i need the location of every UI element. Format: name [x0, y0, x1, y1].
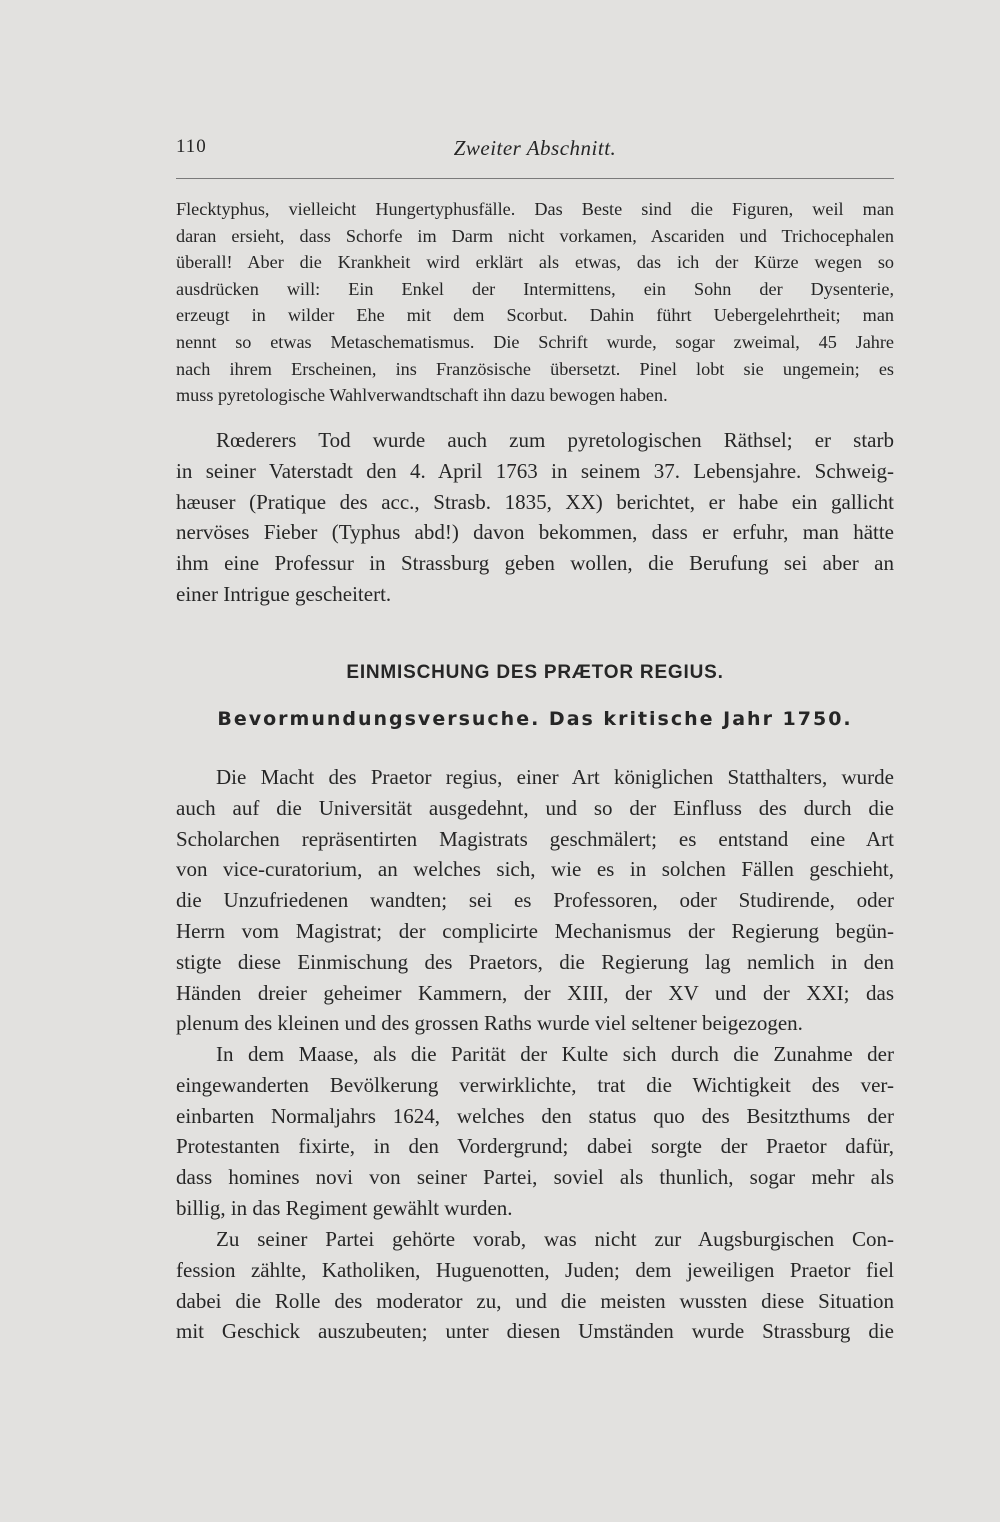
- text-line: hæuser (Pratique des acc., Strasb. 1835, XX) berichtet, er habe ein gallicht: [176, 489, 894, 514]
- text-line: erzeugt in wilder Ehe mit dem Scorbut. Dahin führt Uebergelehrtheit; man: [176, 305, 894, 326]
- text-line: überall! Aber die Krankheit wird erklärt als etwas, das ich der Kürze wegen so: [176, 252, 894, 273]
- text-line: Die Macht des Praetor regius, einer Art königlichen Statthalters, wurde: [216, 765, 894, 789]
- text-line: ausdrücken will: Ein Enkel der Intermittens, ein Sohn der Dysenterie,: [176, 278, 894, 299]
- text-line: ihm eine Professur in Strassburg geben wollen, die Berufung sei aber an: [176, 551, 894, 576]
- text-line: dabei die Rolle des moderator zu, und die meisten wussten diese Situation: [176, 1288, 894, 1313]
- text-line: nennt so etwas Metaschematismus. Die Schrift wurde, sogar zweimal, 45 Jahre: [176, 331, 894, 352]
- text-line: in seiner Vaterstadt den 4. April 1763 in seinem 37. Lebensjahre. Schweig-: [176, 458, 894, 483]
- text-line: In dem Maase, als die Parität der Kulte sich durch die Zunahme der: [216, 1042, 894, 1066]
- text-line: einer Intrigue gescheitert.: [176, 581, 392, 606]
- running-head: [176, 136, 894, 166]
- text-line: daran ersieht, dass Schorfe im Darm nicht vorkamen, Ascariden und Trichocephalen: [176, 225, 894, 246]
- text-line: billig, in das Regiment gewählt wurden.: [176, 1195, 513, 1220]
- text-line: muss pyretologische Wahlverwandtschaft ihn dazu bewogen haben.: [176, 385, 668, 406]
- text-line: von vice-curatorium, an welches sich, wie es in solchen Fällen geschieht,: [176, 857, 894, 882]
- text-line: die Unzufriedenen wandten; sei es Professoren, oder Studirende, oder: [176, 888, 894, 913]
- text-line: Scholarchen repräsentirten Magistrats geschmälert; es entstand eine Art: [176, 826, 894, 851]
- paragraph-roederer: [176, 425, 894, 610]
- text-line: nach ihrem Erscheinen, ins Französische übersetzt. Pinel lobt sie ungemein; es: [176, 358, 894, 379]
- text-line: stigte diese Einmischung des Praetors, die Regierung lag nemlich in den: [176, 949, 894, 974]
- text-line: fession zählte, Katholiken, Huguenotten, Juden; dem jeweiligen Praetor fiel: [176, 1257, 894, 1282]
- section-heading: EINMISCHUNG DES PRÆTOR REGIUS.: [346, 662, 724, 683]
- paragraph-paritaet: [176, 1039, 894, 1224]
- running-head-title: Zweiter Abschnitt.: [453, 136, 617, 160]
- text-line: Herrn vom Magistrat; der complicirte Mechanismus der Regierung begün-: [176, 918, 894, 943]
- page-number: 110: [176, 136, 207, 157]
- text-line: nervöses Fieber (Typhus abd!) davon bekommen, dass er erfuhr, man hätte: [176, 520, 894, 545]
- paragraph-continued: [176, 196, 894, 409]
- text-line: plenum des kleinen und des grossen Raths wurde viel seltener beigezogen.: [176, 1011, 803, 1036]
- text-line: auch auf die Universität ausgedehnt, und so der Einfluss des durch die: [176, 795, 894, 820]
- paragraph-praetor: [176, 762, 894, 1039]
- text-line: einbarten Normaljahrs 1624, welches den status quo des Besitzthums der: [176, 1103, 894, 1128]
- paragraph-partei: [176, 1224, 894, 1347]
- text-line: Rœderers Tod wurde auch zum pyretologischen Räthsel; er starb: [216, 428, 894, 452]
- text-line: Protestanten fixirte, in den Vordergrund; dabei sorgte der Praetor dafür,: [176, 1134, 894, 1159]
- text-line: mit Geschick auszubeuten; unter diesen Umständen wurde Strassburg die: [176, 1319, 894, 1344]
- header-rule: [176, 178, 894, 179]
- text-line: Händen dreier geheimer Kammern, der XIII, der XV und der XXI; das: [176, 980, 894, 1005]
- text-line: Flecktyphus, vielleicht Hungertyphusfälle. Das Beste sind die Figuren, weil man: [176, 199, 894, 219]
- text-line: eingewanderten Bevölkerung verwirklichte, trat die Wichtigkeit des ver-: [176, 1072, 894, 1097]
- text-line: dass homines novi von seiner Partei, soviel als thunlich, sogar mehr als: [176, 1165, 894, 1190]
- section-subheading: Bevormundungsversuche. Das kritische Jahr 1750.: [217, 708, 853, 730]
- text-line: Zu seiner Partei gehörte vorab, was nicht zur Augsburgischen Con-: [216, 1227, 894, 1251]
